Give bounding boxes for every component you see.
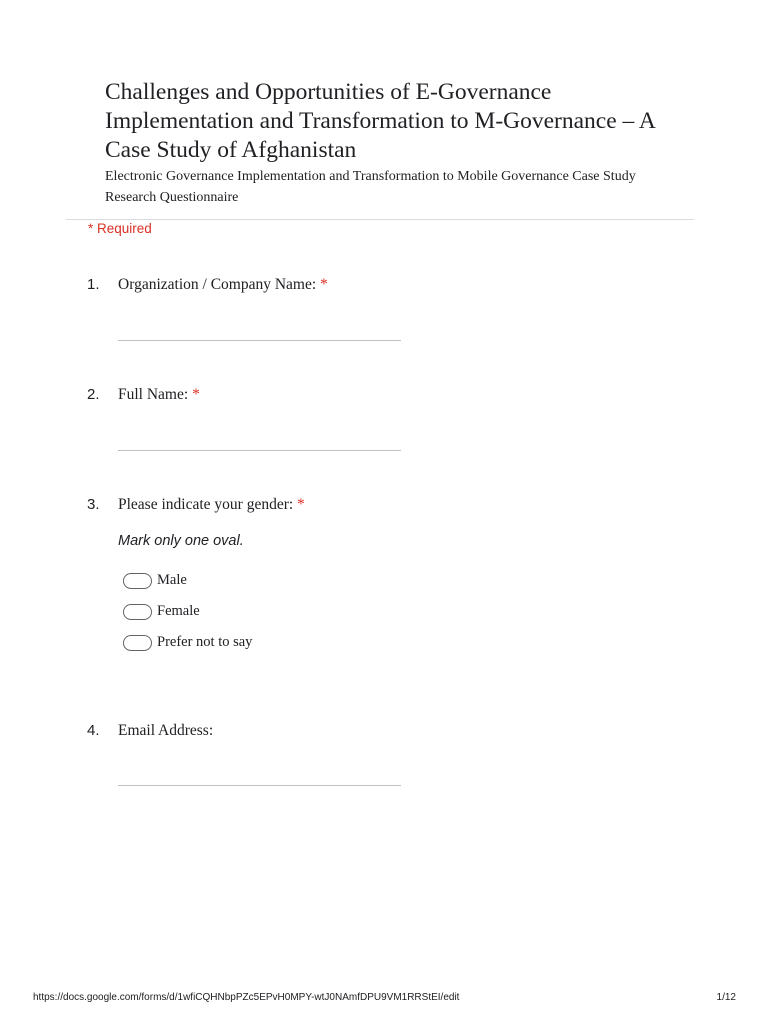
- question-number: 2.: [87, 386, 100, 403]
- required-note: * Required: [88, 221, 152, 236]
- question-label: Please indicate your gender:: [118, 496, 294, 513]
- question-hint: Mark only one oval.: [118, 533, 244, 549]
- question-organization: [87, 276, 687, 346]
- question-text: [118, 276, 328, 294]
- question-text: [118, 386, 200, 404]
- question-label: Organization / Company Name:: [118, 276, 317, 293]
- question-gender: [87, 496, 687, 666]
- question-number: 1.: [87, 276, 100, 293]
- question-label: Email Address:: [118, 722, 214, 739]
- required-marker: *: [192, 386, 200, 403]
- form-title: Challenges and Opportunities of E-Governance Implementation and Transformation to M-Governance – A Case Study of Afghanistan: [105, 79, 655, 163]
- question-text: [118, 722, 213, 740]
- organization-answer-field[interactable]: [118, 340, 401, 341]
- radio-oval[interactable]: [123, 604, 152, 620]
- form-description: Electronic Governance Implementation and Transformation to Mobile Governance Case Study Research Questionnaire: [105, 169, 636, 205]
- question-email: [87, 722, 687, 792]
- full-name-answer-field[interactable]: [118, 450, 401, 451]
- question-full-name: [87, 386, 687, 456]
- email-answer-field[interactable]: [118, 785, 401, 786]
- header-divider: [66, 219, 694, 220]
- question-number: 3.: [87, 496, 100, 513]
- option-label: Female: [157, 603, 200, 619]
- option-label: Prefer not to say: [157, 634, 253, 650]
- required-marker: *: [297, 496, 305, 513]
- question-number: 4.: [87, 722, 100, 739]
- radio-oval[interactable]: [123, 573, 152, 589]
- option-label: Male: [157, 572, 187, 588]
- print-url: https://docs.google.com/forms/d/1wfiCQHNbpPZc5EPvH0MPY-wtJ0NAmfDPU9VM1RRStEI/edit: [33, 992, 460, 1003]
- page-number: 1/12: [716, 992, 736, 1003]
- radio-oval[interactable]: [123, 635, 152, 651]
- question-text: [118, 496, 305, 514]
- required-marker: *: [320, 276, 328, 293]
- question-label: Full Name:: [118, 386, 189, 403]
